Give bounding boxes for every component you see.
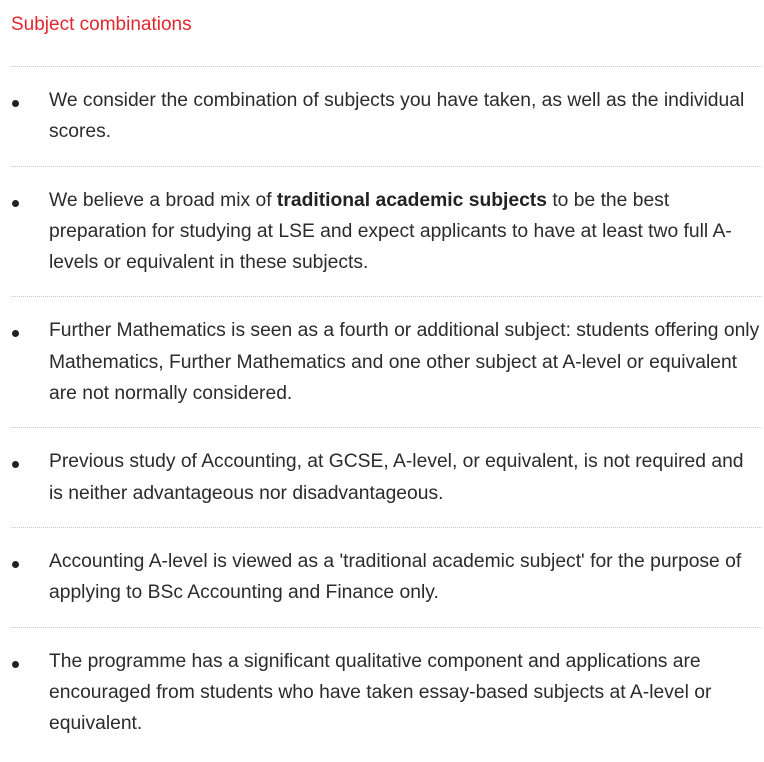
bullet-icon (12, 561, 19, 568)
bullet-icon (12, 330, 19, 337)
list-item (11, 166, 762, 297)
item-text: The programme has a significant qualitative component and applications are encouraged from students who have taken essay-based subjects at A-level or equivalent. (49, 650, 712, 735)
item-text (49, 190, 732, 274)
item-text: Further Mathematics is seen as a fourth or additional subject: students offering only Mathematics, Further Mathematics and one other subject at A-level or equivalent are not normally considered. (49, 320, 760, 405)
item-text-before: We believe a broad mix of (49, 189, 277, 211)
bullet-icon (12, 461, 19, 468)
list-item (11, 296, 762, 427)
item-text: Previous study of Accounting, at GCSE, A-level, or equivalent, is not required and is neither advantageous nor disadvantageous. (49, 451, 744, 504)
list-item (11, 627, 762, 758)
list-item (11, 427, 762, 527)
item-text: We consider the combination of subjects you have taken, as well as the individual scores. (49, 90, 745, 143)
list-item (11, 527, 762, 627)
bullet-icon (12, 661, 19, 668)
list-item (11, 66, 762, 166)
requirements-list (11, 66, 762, 757)
item-text-after: to be the best preparation for studying at LSE and expect applicants to have at least two full A-levels or equivalent in these subjects. (49, 189, 732, 274)
bullet-icon (12, 100, 19, 107)
section-title: Subject combinations (11, 14, 192, 35)
bullet-icon (12, 200, 19, 207)
item-text-bold: traditional academic subjects (276, 189, 547, 211)
item-text: Accounting A-level is viewed as a 'traditional academic subject' for the purpose of applying to BSc Accounting and Finance only. (49, 550, 742, 604)
